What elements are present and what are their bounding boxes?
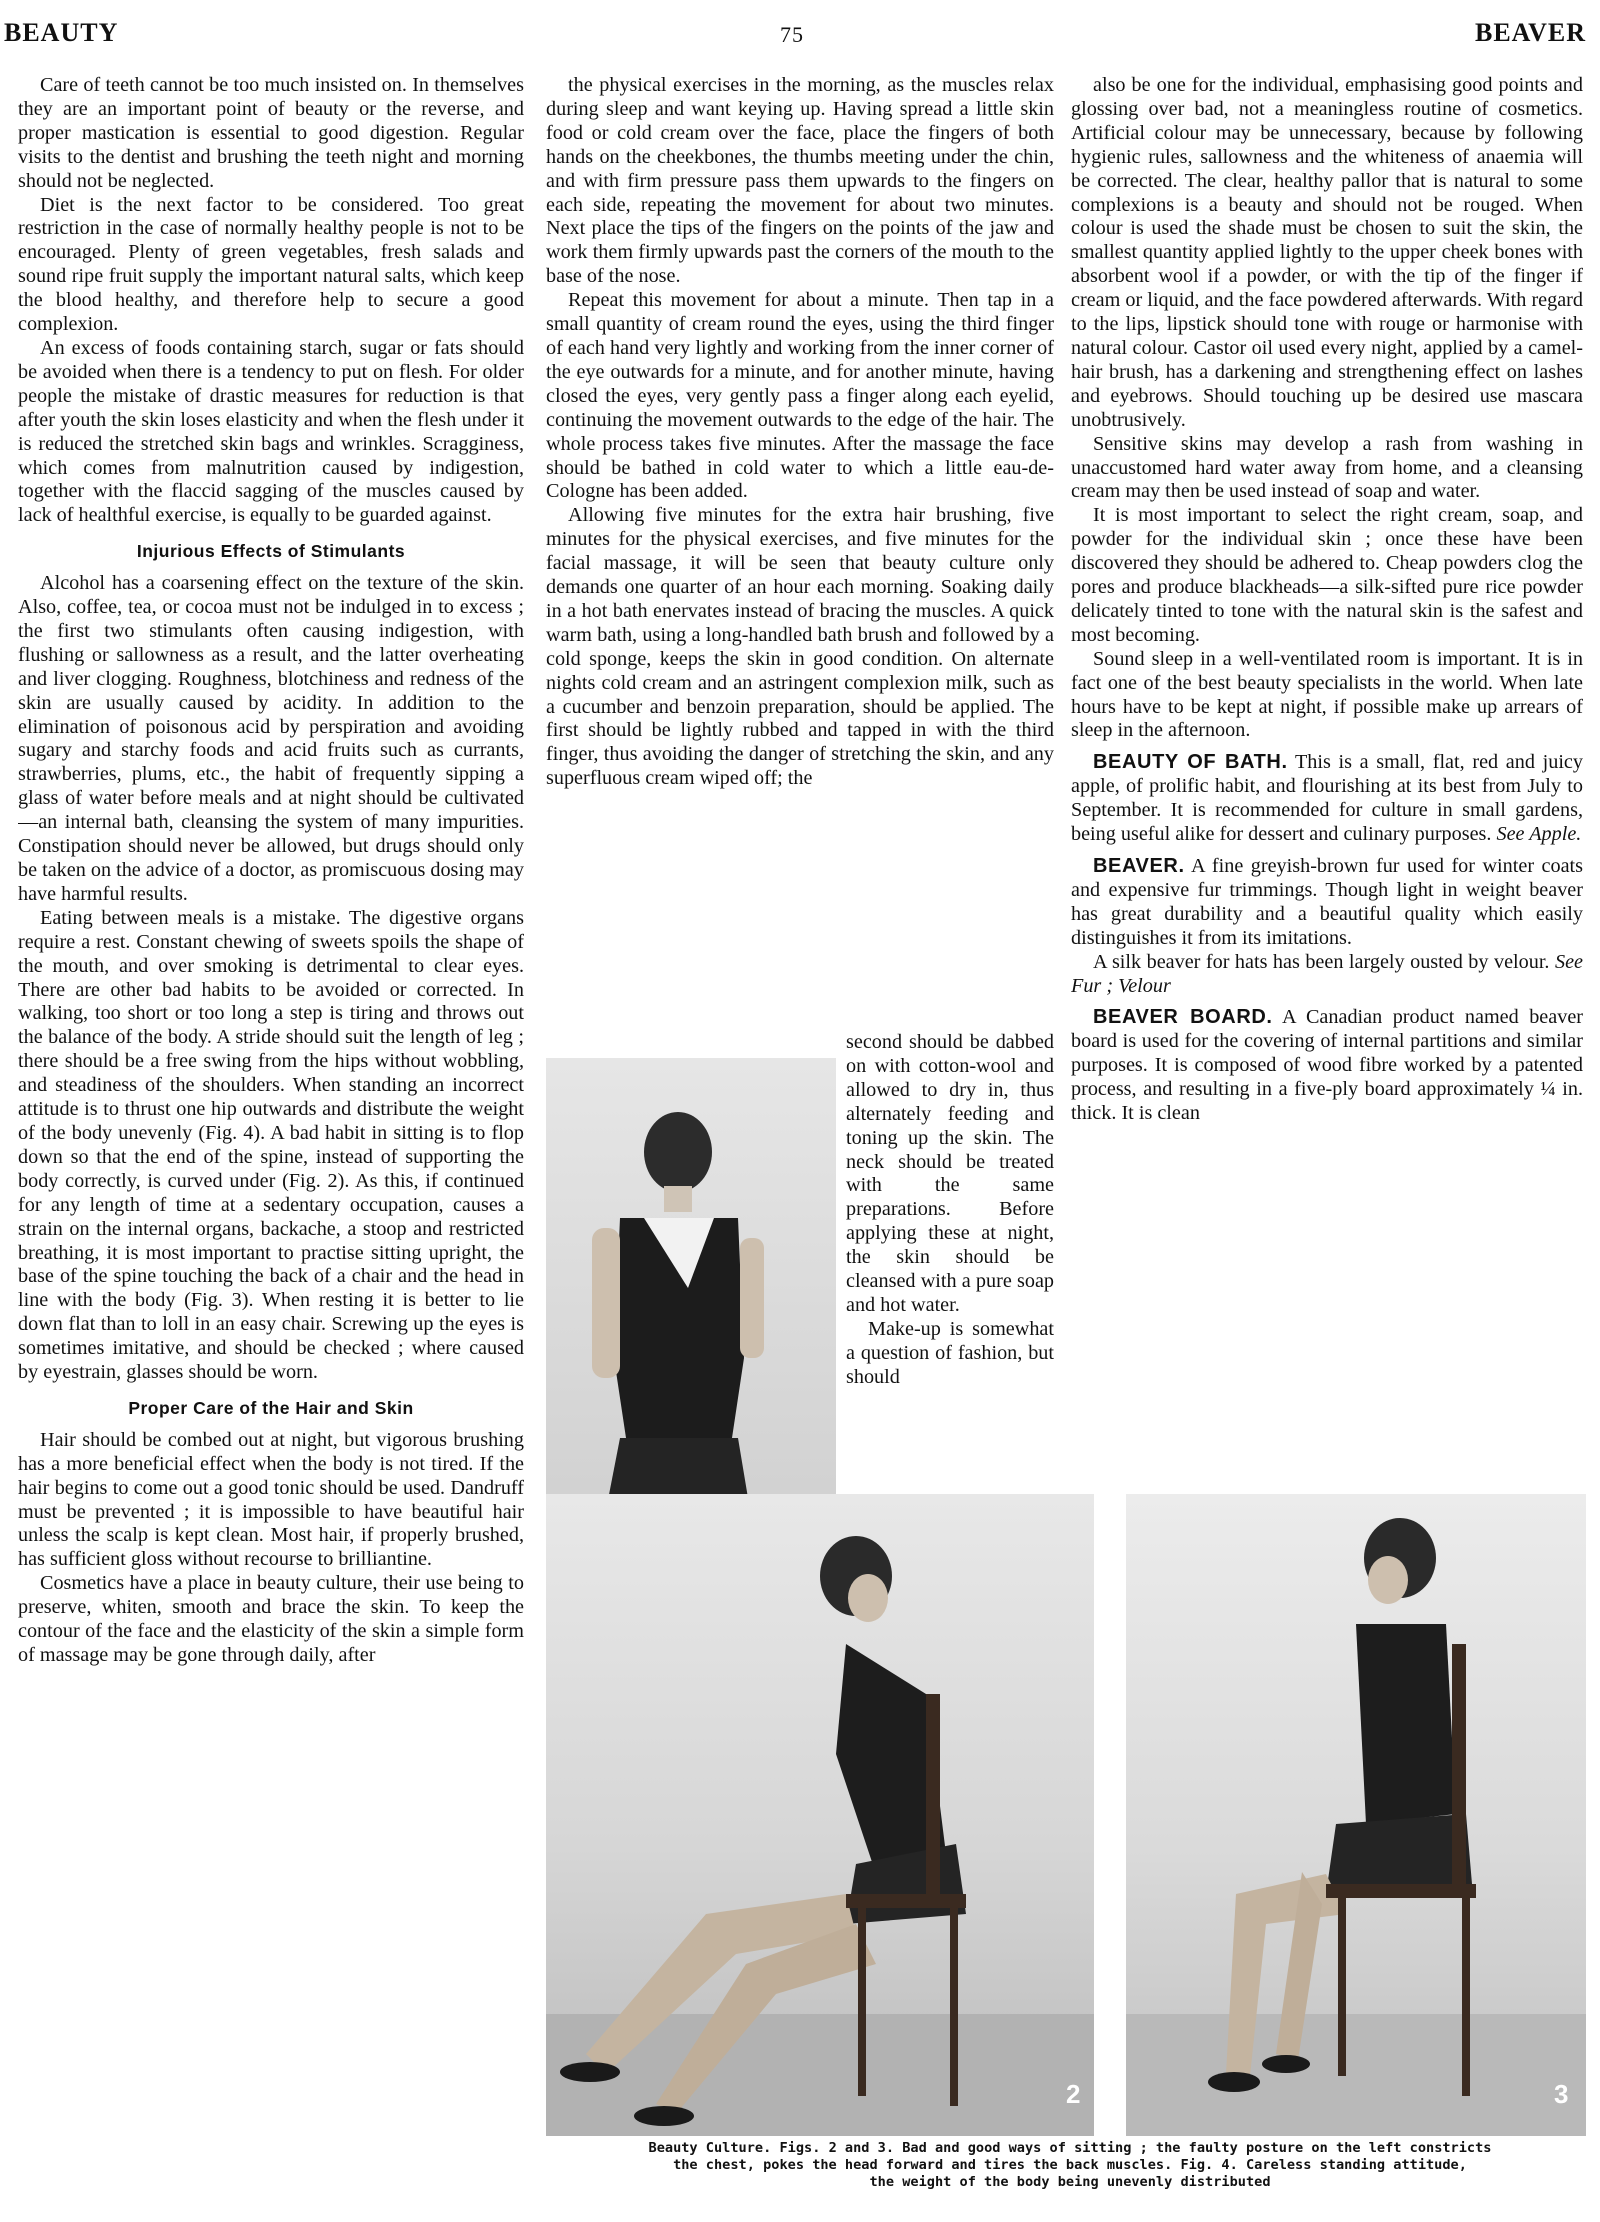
page-number: 75 [780,22,804,47]
figure-number-3: 3 [1554,2079,1569,2109]
running-head-right: BEAVER [1474,18,1586,47]
paragraph-hair: Hair should be combed out at night, but vigorous brushing has a more beneficial effect when the body is not tired. If the hair begins to come out a good tonic should be used. Dandruff must be prevented ; it is impossible to have beautiful hair unless the scalp is kept clean. Most hair, if properly brushed, has sufficient gloss without recourse to brilliantine. [18,1428,524,1571]
cross-reference: See Apple. [1496,823,1582,846]
paragraph-alcohol: Alcohol has a coarsening effect on the texture of the skin. Also, coffee, tea, or cocoa must not be indulged in to excess ; the first two stimulants often causing indigestion, with flushing or sallowness as a result, and the latter overheating and liver clogging. Roughness, blotchiness and redness of the skin are usually caused by acidity. In addition to the elimination of poisonous acid by perspiration and avoiding sugary and starchy foods and acid fruits such as currants, strawberries, plums, etc., the habit of frequently sipping a glass of water before meals and at night should be cultivated—an internal bath, cleansing the system of many impurities. Constipation should never be allowed, but drugs should only be taken on the advice of a doctor, as promiscuous dosing may have harmful results. [18,572,524,905]
good-sitting-figure-illustration [1126,1494,1586,2136]
paragraph-allowing-time: Allowing five minutes for the extra hair brushing, five minutes for the physical exercises, and five minutes for the facial massage, it will be seen that beauty culture only demands one quarter of an hour each morning. Soaking daily in a hot bath enervates instead of bracing the muscles. A quick warm bath, using a long-handled bath brush and followed by a cold sponge, keeps the skin in good condition. On alternate nights cold cream and an astringent complexion milk, such as a cucumber and benzoin preparation, should be applied. The first should be lightly rubbed and tapped in with the third finger, thus avoiding the danger of stretching the skin, and any superfluous cream wiped off; the [546,504,1054,790]
paragraph-right-cream: It is most important to select the right cream, soap, and powder for the individual skin ; once these have been discovered they should be adhered to. Cheap powders clog the pores and produce blackheads—a silk-sifted pure rice powder delicately tinted to tone with the natural skin is the safest and most becoming. [1071,504,1583,646]
section-heading-stimulants: Injurious Effects of Stimulants [136,541,406,562]
column-1 [18,74,524,2214]
section-heading-hair-skin: Proper Care of the Hair and Skin [128,1397,414,1418]
photo-fig-3-good-sitting [1126,1494,1586,2136]
paragraph-second-should: second should be dabbed on with cotton-wool and allowed to dry in, thus alternately feeding and toning up the skin. The neck should be treated with the same preparations. Before applying these at night, the skin should be cleansed with a pure soap and hot water. [846,1031,1054,1316]
caption-line-3: the weight of the body being unevenly distributed [869,2174,1271,2190]
entry-beaver: BEAVER. A fine greyish-brown fur used for winter coats and expensive fur trimmings. Though light in weight beaver has great durability and a beautiful quality which easily distinguishes it from its imitations. [1071,855,1583,949]
photo-fig-2-bad-sitting [546,1494,1094,2136]
figure-number-2: 2 [1066,2079,1081,2109]
paragraph-cosmetics: Cosmetics have a place in beauty culture, their use being to preserve, whiten, smooth and brace the skin. To keep the contour of the face and the elasticity of the skin a simple form of massage may be gone through daily, after [18,1572,524,1666]
column-2 [546,74,1054,1058]
column-2-narrow [846,1031,1054,1491]
entry-beaver-board: BEAVER BOARD. A Canadian product named beaver board is used for the covering of internal partitions and similar purposes. It is composed of wood fibre worked by a patented process, and resulting in a five-ply board approximately ¼ in. thick. It is clean [1071,1006,1583,1125]
figure-caption [560,2140,1580,2191]
paragraph-repeat-movement: Repeat this movement for about a minute. Then tap in a small quantity of cream round the eyes, using the third finger of each hand very lightly and working from the inner corner of the eye outwards for a minute, and for another minute, having closed the eyes, very gently pass a finger along each eyelid, continuing the movement outwards to the edge of the hair. The whole process takes five minutes. After the massage the face should be bathed in cold water to which a little eau-de-Cologne has been added. [546,289,1054,503]
entry-head-beaver-board: BEAVER BOARD. [1093,1006,1273,1029]
paragraph-teeth: Care of teeth cannot be too much insisted on. In themselves they are an important point of beauty or the reverse, and proper mastication is essential to good digestion. Regular visits to the dentist and brushing the teeth night and morning should not be neglected. [18,74,524,192]
paragraph-sleep: Sound sleep in a well-ventilated room is important. It is in fact one of the best beauty specialists in the world. When late hours have to be kept at night, if possible make up arrears of sleep in the afternoon. [1071,647,1583,742]
paragraph-make-up: Make-up is somewhat a question of fashion, but should [846,1317,1054,1388]
caption-line-2: the chest, pokes the head forward and tires the back muscles. Fig. 4. Careless standing attitude, [673,2157,1467,2173]
bad-sitting-figure-illustration [546,1494,1094,2136]
paragraph-morning-massage: the physical exercises in the morning, as the muscles relax during sleep and want keying up. Having spread a little skin food or cold cream over the face, place the fingers of both hands on the cheekbones, the thumbs meeting under the chin, and with firm pressure pass them upwards to the fingers on each side, repeating the movement for about two minutes. Next place the tips of the fingers on the points of the jaw and work them firmly upwards past the corners of the mouth to the base of the nose. [546,74,1054,288]
column-3 [1071,74,1583,1490]
paragraph-sensitive-skins: Sensitive skins may develop a rash from washing in unaccustomed hard water away from home, and a cleansing cream may then be used instead of soap and water. [1071,432,1583,503]
running-head-left: BEAUTY [4,18,119,47]
paragraph-diet: Diet is the next factor to be considered. Too great restriction in the case of normally healthy people is not to be encouraged. Plenty of green vegetables, fresh salads and sound ripe fruit supply the important natural salts, which keep the blood healthy, and therefore help to secure a good complexion. [18,193,524,336]
paragraph-eating: Eating between meals is a mistake. The digestive organs require a rest. Constant chewing of sweets spoils the shape of the mouth, and over smoking is detrimental to clear eyes. There are other bad habits to be avoided or corrected. In walking, too short or too long a step is tiring and throws out the balance of the body. A stride should suit the length of leg ; there should be a free swing from the hips without wobbling, and steadiness of the shoulders. When standing an incorrect attitude is to thrust one hip outwards and distribute the weight of the body unevenly (Fig. 4). A bad habit in sitting is to flop down so that the end of the spine, instead of supporting the body correctly, is curved under (Fig. 2). As this, if continued for any length of time at a sedentary occupation, causes a strain on the internal organs, backache, a stoop and restricted breathing, it is most important to practise sitting upright, the base of the spine touching the back of a chair and the head in line with the body (Fig. 3). When resting it is better to lie down flat than to loll in an easy chair. Screwing up the eyes is sometimes imitative, and should be checked ; where caused by eyestrain, glasses should be worn. [18,906,524,1384]
entry-head-beauty-of-bath: BEAUTY OF BATH. [1093,751,1288,774]
entry-beauty-of-bath: BEAUTY OF BATH. This is a small, flat, red and juicy apple, of prolific habit, and flourishing at its best from July to September. It is recommended for culture in small gardens, being useful alike for dessert and culinary purposes. See Apple. [1071,751,1583,846]
cross-reference: See Fur ; Velour [1071,950,1583,997]
entry-head-beaver: BEAVER. [1093,855,1185,877]
paragraph-excess-foods: An excess of foods containing starch, sugar or fats should be avoided when there is a tendency to put on flesh. For older people the mistake of drastic measures for reduction is that after youth the skin loses elasticity and when the flesh under it is reduced the stretched skin bags and wrinkles. Scragginess, which comes from malnutrition caused by indigestion, together with the flaccid sagging of the muscles caused by lack of healthful exercise, is equally to be guarded against. [18,336,524,527]
paragraph-silk-beaver: A silk beaver for hats has been largely ousted by velour. See Fur ; Velour [1071,950,1583,997]
paragraph-individual: also be one for the individual, emphasising good points and glossing over bad, not a meaningless routine of cosmetics. Artificial colour may be unnecessary, because by following hygienic rules, sallowness and the whiteness of anaemia will be corrected. The clear, healthy pallor that is natural to some complexions is a beauty and should not be rouged. When colour is used the shade must be chosen to suit the skin, the smallest quantity applied lightly to the upper cheek bones with absorbent wool if a powder, or with the tip of the finger if cream or liquid, and the face powdered afterwards. With regard to the lips, lipstick should tone with rouge or harmonise with natural colour. Castor oil used every night, applied by a camel-hair brush, has a darkening and strengthening effect on lashes and eyebrows. Should touching up be desired use mascara unobtrusively. [1071,74,1583,431]
caption-line-1: Beauty Culture. Figs. 2 and 3. Bad and good ways of sitting ; the faulty posture on the left constricts [648,2140,1492,2156]
